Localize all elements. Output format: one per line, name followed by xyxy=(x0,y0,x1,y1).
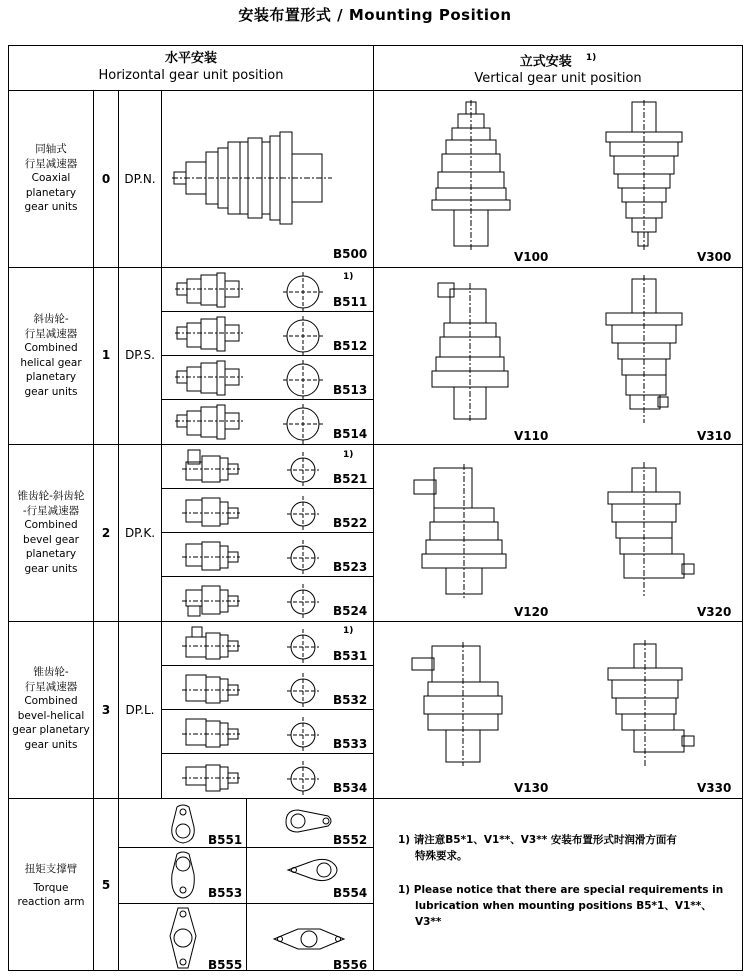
torque-arm-vertical-drawing xyxy=(168,850,198,900)
label-line: helical gear xyxy=(20,356,82,369)
end-view-circle xyxy=(287,761,319,795)
row-label-coaxial xyxy=(9,142,93,215)
torque-arm-horizontal-drawing xyxy=(280,808,336,834)
vertical-header-cn: 立式安装 $^{1)}$ xyxy=(519,53,597,70)
small-bevel-drawing xyxy=(182,448,242,486)
row-code: DP.N. xyxy=(124,172,156,186)
label-line: -行星减速器 xyxy=(22,504,80,517)
vertical-header-en: Vertical gear unit position xyxy=(474,71,642,87)
helical-v310-drawing xyxy=(600,275,690,425)
small-gear-drawing xyxy=(175,359,245,397)
label-line: reaction arm xyxy=(17,896,85,908)
end-view-circle xyxy=(287,673,319,707)
label-line: Torque xyxy=(33,881,69,894)
end-view-circle xyxy=(283,360,323,400)
label-line: 行星减速器 xyxy=(24,327,78,340)
footnote-mark: 1) xyxy=(343,450,354,460)
footnote-mark: 1) xyxy=(343,272,354,282)
coaxial-v300-drawing xyxy=(600,100,690,255)
position-code: B511 xyxy=(333,295,368,309)
row-number: 1 xyxy=(101,348,111,362)
position-code: B554 xyxy=(333,886,368,900)
row-label-helical xyxy=(9,312,93,399)
position-code: B513 xyxy=(333,383,368,397)
label-line: planetary xyxy=(25,186,77,199)
row-label-bevel-helical xyxy=(9,665,93,752)
bevel-v320-drawing xyxy=(600,460,700,600)
label-line: Combined xyxy=(24,342,78,354)
subrow-divider xyxy=(162,709,373,710)
row-number: 3 xyxy=(101,703,111,717)
subrow-divider xyxy=(162,355,373,356)
position-code: B556 xyxy=(333,958,368,972)
position-code: B553 xyxy=(208,886,243,900)
position-code: V110 xyxy=(514,429,549,443)
position-code: V310 xyxy=(697,429,732,443)
label-line: gear units xyxy=(24,201,78,213)
end-view-circle xyxy=(287,629,319,663)
end-view-circle xyxy=(287,584,319,618)
position-code: B522 xyxy=(333,516,368,530)
torque-arm-vertical-drawing xyxy=(166,906,200,972)
position-code: V100 xyxy=(514,250,549,264)
label-line: bevel-helical xyxy=(17,709,85,722)
end-view-circle xyxy=(283,272,323,312)
label-line: gear units xyxy=(24,562,78,575)
position-code: B555 xyxy=(208,958,243,972)
end-view-circle xyxy=(287,717,319,751)
row-number: 0 xyxy=(101,172,111,186)
label-line: 斜齿轮- xyxy=(33,313,69,325)
position-code: V330 xyxy=(697,781,732,795)
bevelhelical-v330-drawing xyxy=(600,640,700,770)
position-code: B512 xyxy=(333,339,368,353)
lubrication-note-cn xyxy=(398,832,728,864)
coaxial-v100-drawing xyxy=(428,100,518,255)
row-code: DP.S. xyxy=(125,348,155,362)
small-bevelhelical-drawing xyxy=(182,713,242,751)
subrow-divider xyxy=(162,576,373,577)
helical-v110-drawing xyxy=(428,275,518,425)
page-title: 安装布置形式 / Mounting Position xyxy=(238,6,512,24)
small-bevel-drawing xyxy=(182,492,242,530)
position-code: V300 xyxy=(697,250,732,264)
small-gear-drawing xyxy=(175,403,245,441)
label-line: 行星减速器 xyxy=(24,157,78,170)
bevelhelical-v130-drawing xyxy=(410,640,510,770)
position-code: B551 xyxy=(208,833,243,847)
position-code: B521 xyxy=(333,472,368,486)
small-bevelhelical-drawing xyxy=(182,669,242,707)
col-divider-arm xyxy=(246,798,247,971)
position-code: B523 xyxy=(333,560,368,574)
small-bevel-drawing xyxy=(182,536,242,574)
torque-arm-horizontal-drawing xyxy=(286,856,342,884)
label-line: Combined xyxy=(24,695,78,707)
label-line: 锥齿轮-斜齿轮 xyxy=(17,490,85,502)
row-code: DP.K. xyxy=(124,526,156,540)
end-view-circle xyxy=(283,404,323,444)
label-line: gear units xyxy=(24,738,78,751)
subrow-divider xyxy=(162,665,373,666)
position-code: B533 xyxy=(333,737,368,751)
torque-arm-vertical-drawing xyxy=(168,803,198,845)
col-divider-notes xyxy=(373,798,374,971)
label-line: bevel gear xyxy=(23,533,79,546)
footnote-mark: 1) xyxy=(343,626,354,636)
label-line: 扭矩支撑臂 xyxy=(24,863,78,875)
label-line: gear units xyxy=(24,385,78,398)
horizontal-header-en: Horizontal gear unit position xyxy=(98,68,284,83)
coaxial-horizontal-drawing xyxy=(172,128,352,228)
position-code: B534 xyxy=(333,781,368,795)
row-label-bevel xyxy=(9,489,93,576)
end-view-circle xyxy=(287,540,319,574)
note-line: lubrication when mounting positions B5*1、V1**、V3** xyxy=(415,900,712,928)
position-code: B531 xyxy=(333,649,368,663)
vertical-footnote: 1) xyxy=(585,53,597,63)
label-line: gear planetary xyxy=(12,724,90,736)
label-line: 同轴式 xyxy=(35,143,67,155)
label-line: Coaxial xyxy=(31,172,71,184)
row-number: 2 xyxy=(101,526,111,540)
position-code: V130 xyxy=(514,781,549,795)
label-line: Combined xyxy=(24,519,78,531)
position-code: B524 xyxy=(333,604,368,618)
note-line: 1) 请注意B5*1、V1**、V3** 安装布置形式时润滑方面有 xyxy=(398,834,677,846)
vertical-header xyxy=(374,50,742,87)
end-view-circle xyxy=(283,316,323,356)
small-bevel-drawing xyxy=(182,580,242,618)
bevel-v120-drawing xyxy=(412,460,512,600)
subrow-divider xyxy=(162,399,373,400)
note-line: 1) Please notice that there are special requirements in xyxy=(398,884,724,896)
row-number: 5 xyxy=(101,878,111,892)
arm-row-divider xyxy=(119,847,373,848)
col-divider-code xyxy=(161,90,162,798)
subrow-divider xyxy=(162,311,373,312)
col-divider-vertical xyxy=(373,45,374,798)
end-view-circle xyxy=(287,452,319,486)
torque-arm-horizontal-drawing xyxy=(272,925,346,953)
end-view-circle xyxy=(287,496,319,530)
position-code: B552 xyxy=(333,833,368,847)
arm-row-divider xyxy=(119,903,373,904)
label-line: planetary xyxy=(25,548,77,560)
subrow-divider xyxy=(162,532,373,533)
position-code: B500 xyxy=(333,247,368,261)
label-line: 行星减速器 xyxy=(24,680,78,693)
position-code: V320 xyxy=(697,605,732,619)
position-code: V120 xyxy=(514,605,549,619)
small-gear-drawing xyxy=(175,315,245,353)
label-line: 锥齿轮- xyxy=(33,666,69,678)
subrow-divider xyxy=(162,753,373,754)
label-line: planetary xyxy=(25,371,77,383)
position-code: B532 xyxy=(333,693,368,707)
horizontal-header xyxy=(9,50,373,84)
row-code: DP.L. xyxy=(125,703,155,717)
position-code: B514 xyxy=(333,427,368,441)
row-label-torque-arm xyxy=(9,862,93,910)
small-bevelhelical-drawing xyxy=(182,625,242,663)
note-line: 特殊要求。 xyxy=(415,850,468,862)
small-gear-drawing xyxy=(175,271,245,309)
subrow-divider xyxy=(162,488,373,489)
small-bevelhelical-drawing xyxy=(182,757,242,795)
lubrication-note-en xyxy=(398,882,728,930)
horizontal-header-cn: 水平安装 xyxy=(164,51,217,66)
